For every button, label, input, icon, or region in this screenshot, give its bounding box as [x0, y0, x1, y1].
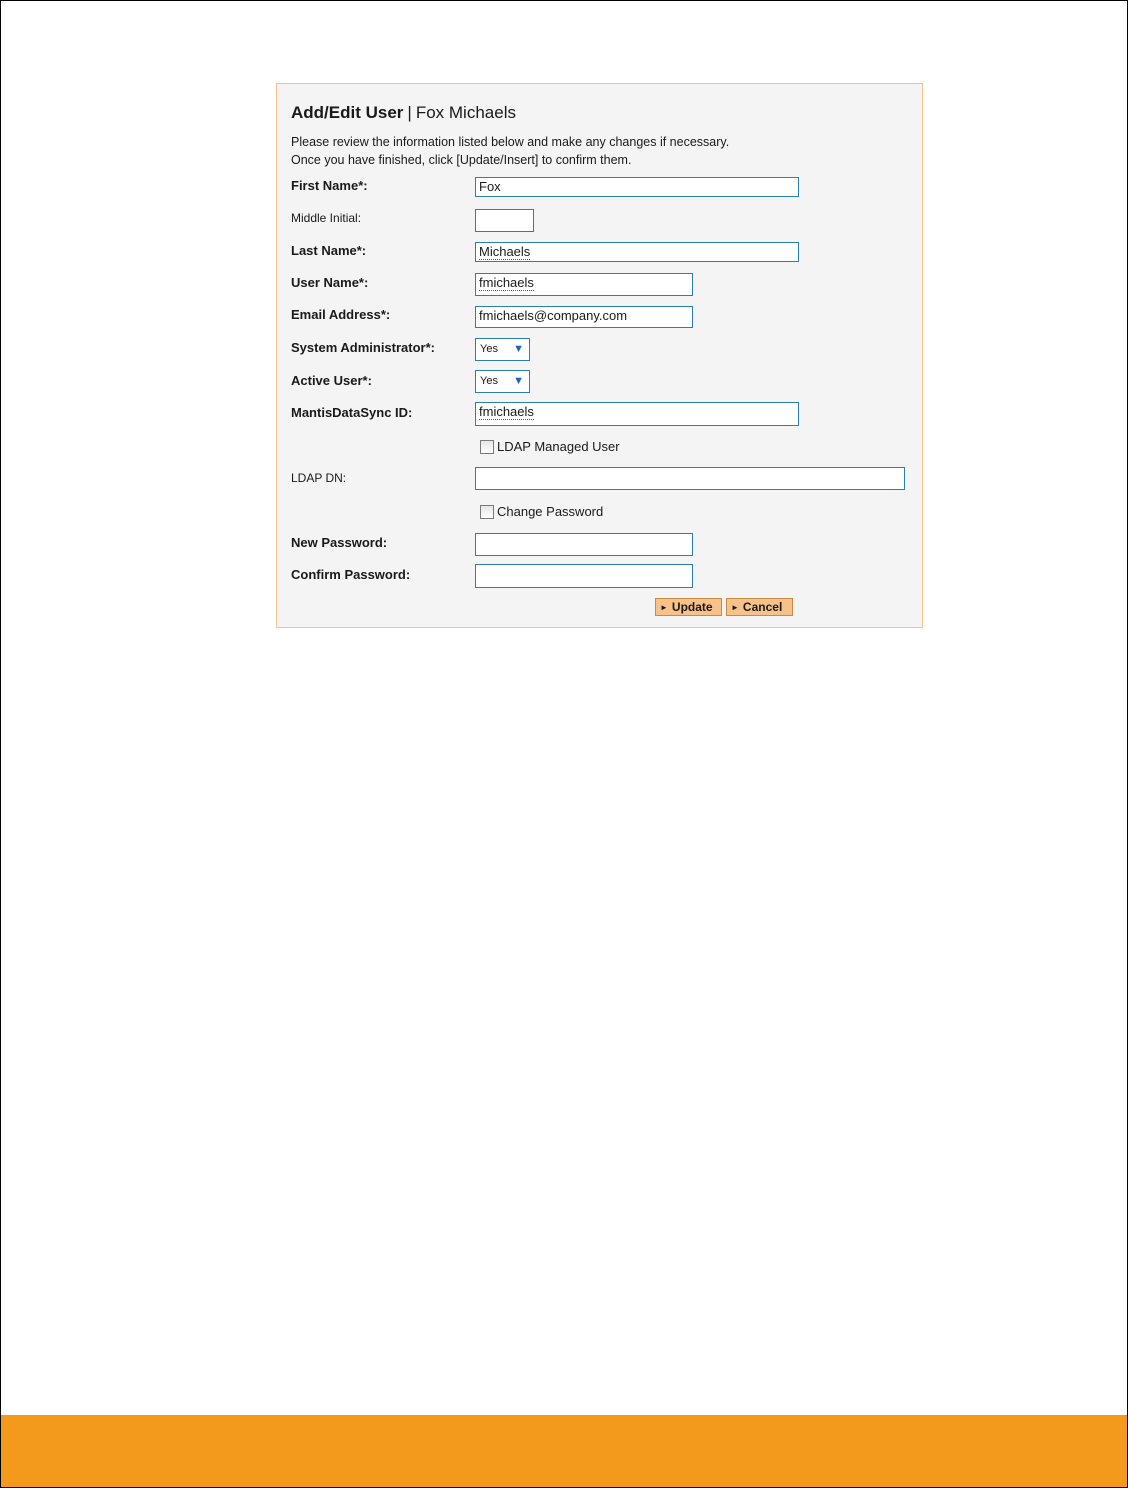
- title-user: Fox Michaels: [415, 103, 516, 122]
- mantis-id-value: fmichaels: [479, 404, 534, 419]
- last-name-value: Michaels: [479, 244, 531, 259]
- middle-initial-field[interactable]: [475, 209, 534, 232]
- change-password-checkbox[interactable]: [480, 505, 494, 519]
- change-password-row: [480, 504, 603, 519]
- new-password-field[interactable]: [475, 533, 693, 556]
- mantis-id-label: MantisDataSync ID:: [291, 405, 413, 420]
- ldap-managed-checkbox[interactable]: [480, 440, 494, 454]
- intro-line-2: Once you have finished, click [Update/Insert] to confirm them.: [291, 153, 632, 167]
- chevron-down-icon: ▼: [513, 343, 524, 355]
- ldap-dn-label: LDAP DN:: [291, 471, 347, 485]
- last-name-field[interactable]: [475, 242, 799, 262]
- add-edit-user-panel: [276, 83, 923, 628]
- update-button-label: Update: [671, 600, 713, 614]
- user-name-field[interactable]: [475, 273, 693, 296]
- system-admin-label: System Administrator*:: [291, 340, 435, 355]
- page-title: [291, 103, 516, 123]
- arrow-right-icon: ►: [731, 602, 739, 612]
- intro-line-1: Please review the information listed below and make any changes if necessary.: [291, 135, 730, 149]
- first-name-label: First Name*:: [291, 178, 368, 193]
- system-admin-value: Yes: [480, 343, 498, 355]
- active-user-select[interactable]: [475, 370, 530, 393]
- system-admin-select[interactable]: [475, 338, 530, 361]
- title-main: Add/Edit User: [291, 103, 404, 122]
- mantis-id-field[interactable]: [475, 402, 799, 426]
- title-separator: |: [407, 103, 412, 122]
- user-name-label: User Name*:: [291, 275, 369, 290]
- chevron-down-icon: ▼: [513, 375, 524, 387]
- cancel-button[interactable]: [726, 598, 793, 616]
- ldap-dn-field[interactable]: [475, 467, 905, 490]
- email-value: fmichaels@company.com: [479, 308, 628, 323]
- first-name-field[interactable]: [475, 177, 799, 197]
- email-field[interactable]: [475, 306, 693, 328]
- ldap-managed-label: LDAP Managed User: [497, 439, 620, 454]
- change-password-label: Change Password: [497, 504, 604, 519]
- confirm-password-label: Confirm Password:: [291, 567, 411, 582]
- active-user-value: Yes: [480, 375, 498, 387]
- update-button[interactable]: [655, 598, 722, 616]
- last-name-label: Last Name*:: [291, 243, 367, 258]
- email-label: Email Address*:: [291, 307, 391, 322]
- confirm-password-field[interactable]: [475, 564, 693, 588]
- active-user-label: Active User*:: [291, 373, 372, 388]
- user-name-value: fmichaels: [479, 275, 534, 290]
- arrow-right-icon: ►: [660, 602, 668, 612]
- ldap-managed-row: [480, 439, 620, 454]
- intro-text: [291, 133, 729, 169]
- first-name-value: Fox: [479, 179, 501, 194]
- cancel-button-label: Cancel: [742, 600, 783, 614]
- new-password-label: New Password:: [291, 535, 388, 550]
- footer-bar: [1, 1415, 1127, 1487]
- middle-initial-label: Middle Initial:: [291, 211, 362, 225]
